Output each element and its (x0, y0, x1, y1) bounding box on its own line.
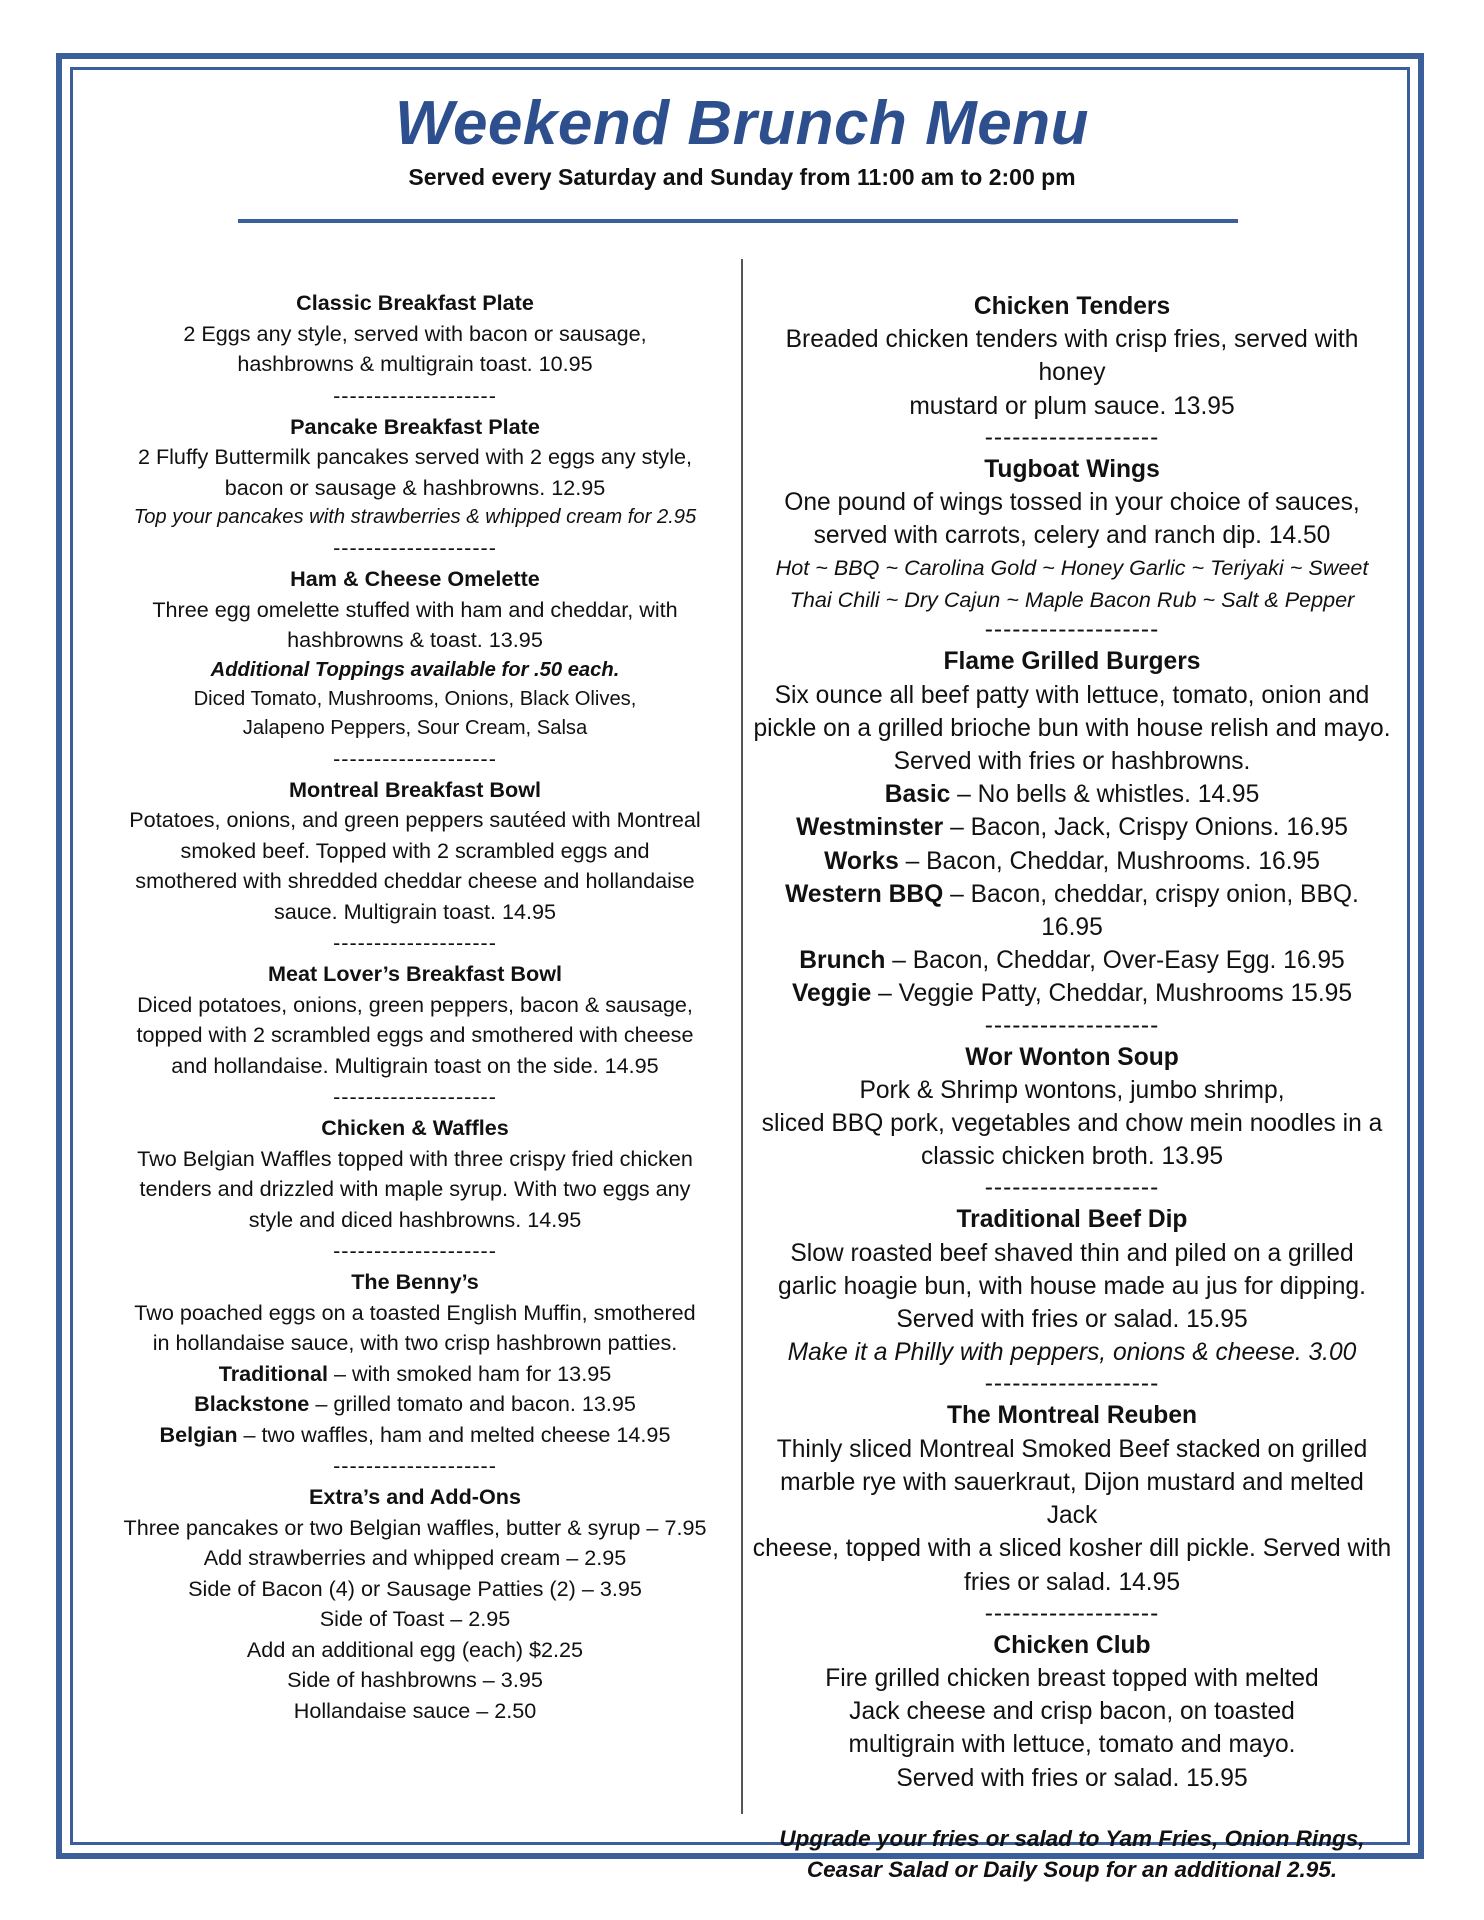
item-desc-line: classic chicken broth. 13.95 (920, 1143, 1224, 1171)
option-text: – No bells & whistles. 14.95 (950, 781, 1260, 809)
sauce-list-line: Hot ~ BBQ ~ Carolina Gold ~ Honey Garlic ~ Teriyaki ~ Sweet (775, 555, 1369, 581)
option-text: – grilled tomato and bacon. 13.95 (309, 1391, 636, 1416)
extra-line: Add strawberries and whipped cream – 2.95 (203, 1545, 627, 1570)
item-title: Montreal Breakfast Bowl (289, 776, 541, 802)
item-desc-line: 2 Fluffy Buttermilk pancakes served with 2 eggs any style, (137, 444, 693, 469)
item-desc-line: mustard or plum sauce. 13.95 (909, 392, 1235, 420)
menu-item-chicken-waffles (110, 1113, 720, 1235)
option-text: – two waffles, ham and melted cheese 14.95 (237, 1421, 671, 1447)
item-title: Chicken & Waffles (321, 1115, 509, 1140)
menu-item-meat-lovers-bowl (110, 959, 720, 1081)
menu-item-wor-wonton-soup (752, 1041, 1392, 1174)
option-label: Basic (884, 781, 951, 809)
menu-item-extras (110, 1482, 720, 1726)
section-separator: -------------------- (333, 745, 497, 771)
item-note: Additional Toppings available for .50 each. (210, 658, 620, 681)
item-desc-line: Served with fries or salad. 15.95 (896, 1764, 1248, 1792)
item-desc-line: pickle on a grilled brioche bun with house relish and mayo. (753, 714, 1391, 742)
right-column (752, 290, 1392, 1885)
section-separator: ------------------- (984, 1370, 1160, 1398)
item-desc-line: multigrain with lettuce, tomato and mayo. (848, 1731, 1296, 1759)
upgrade-note (752, 1823, 1392, 1885)
item-title: Traditional Beef Dip (956, 1206, 1188, 1234)
menu-item-ham-cheese-omelette (110, 564, 720, 743)
option-label: Westminster (796, 814, 944, 842)
item-desc-line: Pork & Shrimp wontons, jumbo shrimp, (859, 1076, 1285, 1104)
extra-line: Hollandaise sauce – 2.50 (293, 1697, 537, 1723)
item-desc-line: and hollandaise. Multigrain toast on the side. 14.95 (171, 1052, 659, 1078)
menu-item-traditional-beef-dip (752, 1203, 1392, 1369)
menu-item-montreal-breakfast-bowl (110, 775, 720, 928)
option-label: Veggie (791, 980, 872, 1008)
section-separator: ------------------- (984, 1174, 1160, 1202)
section-separator: ------------------- (984, 1599, 1160, 1627)
item-option (752, 878, 1392, 944)
item-desc-line: Diced potatoes, onions, green peppers, bacon & sausage, (137, 991, 693, 1017)
item-title: Flame Grilled Burgers (943, 648, 1201, 676)
item-note: Top your pancakes with strawberries & whipped cream for 2.95 (133, 506, 697, 528)
section-separator: ------------------- (984, 1011, 1160, 1039)
left-column (110, 288, 720, 1726)
menu-item-flame-grilled-burgers (752, 645, 1392, 1010)
menu-item-classic-breakfast (110, 288, 720, 380)
option-text: – Bacon, cheddar, crispy onion, BBQ. 16.95 (943, 880, 1359, 942)
extra-line: Three pancakes or two Belgian waffles, butter & syrup – 7.95 (123, 1514, 707, 1540)
section-separator: -------------------- (333, 1453, 497, 1478)
option-label: Western BBQ (785, 880, 944, 908)
section-separator: -------------------- (333, 382, 497, 408)
item-option (110, 1359, 720, 1390)
upgrade-note-line: Ceasar Salad or Daily Soup for an additional 2.95. (806, 1856, 1338, 1882)
item-desc-line: hashbrowns & multigrain toast. 10.95 (237, 351, 593, 376)
item-option (110, 1420, 720, 1451)
item-desc-line: style and diced hashbrowns. 14.95 (248, 1206, 582, 1232)
item-title: Extra’s and Add-Ons (309, 1484, 521, 1509)
item-option (752, 845, 1392, 878)
item-desc-line: sauce. Multigrain toast. 14.95 (273, 898, 557, 924)
item-desc-line: Served with fries or salad. 15.95 (896, 1306, 1248, 1334)
item-option (752, 944, 1392, 977)
item-title: The Montreal Reuben (946, 1402, 1198, 1430)
option-text: – Bacon, Jack, Crispy Onions. 16.95 (943, 814, 1348, 842)
section-separator: -------------------- (333, 535, 497, 560)
item-desc-line: smothered with shredded cheddar cheese and hollandaise (135, 868, 695, 893)
item-desc-line: Three egg omelette stuffed with ham and cheddar, with (152, 596, 678, 622)
item-desc-line: garlic hoagie bun, with house made au jus for dipping. (778, 1272, 1366, 1300)
item-toppings-line: Diced Tomato, Mushrooms, Onions, Black Olives, (193, 687, 637, 710)
option-label: Blackstone (194, 1391, 310, 1416)
option-label: Brunch (799, 947, 886, 975)
extra-line: Add an additional egg (each) $2.25 (246, 1636, 584, 1662)
item-title: Ham & Cheese Omelette (290, 566, 540, 591)
item-desc-line: in hollandaise sauce, with two crisp hashbrown patties. (152, 1330, 678, 1355)
item-title: Meat Lover’s Breakfast Bowl (267, 961, 562, 986)
section-separator: -------------------- (333, 1238, 497, 1263)
item-desc-line: Slow roasted beef shaved thin and piled on a grilled (790, 1239, 1354, 1267)
option-text: – Bacon, Cheddar, Over-Easy Egg. 16.95 (885, 947, 1345, 975)
section-separator: -------------------- (333, 1084, 497, 1109)
item-desc-line: Breaded chicken tenders with crisp fries, served with honey (785, 326, 1359, 387)
item-desc-line: Jack cheese and crisp bacon, on toasted (849, 1698, 1295, 1726)
upgrade-note-line: Upgrade your fries or salad to Yam Fries, Onion Rings, (779, 1825, 1365, 1851)
sauce-list-line: Thai Chili ~ Dry Cajun ~ Maple Bacon Rub ~ Salt & Pepper (789, 586, 1355, 612)
menu-item-bennys (110, 1267, 720, 1450)
section-separator: ------------------- (984, 616, 1160, 644)
extra-line: Side of Toast – 2.95 (319, 1606, 511, 1631)
extra-line: Side of hashbrowns – 3.95 (287, 1667, 543, 1692)
item-title: Tugboat Wings (984, 455, 1160, 483)
item-option (110, 1389, 720, 1420)
item-desc-line: sliced BBQ pork, vegetables and chow mein noodles in a (761, 1110, 1383, 1138)
title-divider (238, 219, 1238, 223)
item-toppings-line: Jalapeno Peppers, Sour Cream, Salsa (242, 716, 588, 739)
option-label: Works (824, 847, 899, 875)
item-title: Chicken Club (993, 1631, 1151, 1659)
item-option (752, 778, 1392, 811)
item-title: Wor Wonton Soup (965, 1043, 1179, 1071)
menu-item-chicken-club (752, 1629, 1392, 1795)
item-title: The Benny’s (351, 1269, 479, 1294)
item-desc-line: topped with 2 scrambled eggs and smothered with cheese (136, 1022, 694, 1047)
menu-item-chicken-tenders (752, 290, 1392, 423)
menu-item-pancake-breakfast (110, 412, 720, 533)
item-desc-line: smoked beef. Topped with 2 scrambled eggs and (180, 837, 650, 863)
item-desc-line: served with carrots, celery and ranch dip. 14.50 (813, 522, 1331, 550)
section-separator: -------------------- (333, 930, 497, 955)
item-desc-line: Potatoes, onions, and green peppers sautéed with Montreal (129, 807, 701, 832)
item-option (752, 977, 1392, 1010)
option-text: – Veggie Patty, Cheddar, Mushrooms 15.95 (871, 980, 1353, 1008)
item-desc-line: Two poached eggs on a toasted English Muffin, smothered (134, 1299, 696, 1325)
item-desc-line: 2 Eggs any style, served with bacon or sausage, (183, 320, 647, 346)
item-desc-line: Two Belgian Waffles topped with three crispy fried chicken (137, 1145, 693, 1171)
option-text: – with smoked ham for 13.95 (327, 1360, 612, 1386)
item-desc-line: Thinly sliced Montreal Smoked Beef stacked on grilled (776, 1435, 1368, 1463)
menu-subtitle: Served every Saturday and Sunday from 11:00 am to 2:00 pm (408, 164, 1076, 190)
menu-title: Weekend Brunch Menu (395, 89, 1089, 158)
item-desc-line: tenders and drizzled with maple syrup. With two eggs any (139, 1176, 691, 1201)
item-desc-line: bacon or sausage & hashbrowns. 12.95 (224, 474, 606, 500)
item-title: Classic Breakfast Plate (296, 290, 534, 315)
item-desc-line: Fire grilled chicken breast topped with melted (825, 1664, 1319, 1692)
option-label: Traditional (218, 1360, 328, 1386)
item-desc-line: Served with fries or hashbrowns. (893, 748, 1251, 776)
item-desc-line: Six ounce all beef patty with lettuce, tomato, onion and (774, 681, 1370, 709)
item-desc-line: cheese, topped with a sliced kosher dill pickle. Served with (752, 1535, 1392, 1563)
menu-item-montreal-reuben (752, 1399, 1392, 1598)
extra-line: Side of Bacon (4) or Sausage Patties (2) – 3.95 (188, 1575, 642, 1601)
item-desc-line: marble rye with sauerkraut, Dijon mustard and melted Jack (780, 1468, 1364, 1530)
item-note: Make it a Philly with peppers, onions & cheese. 3.00 (787, 1339, 1357, 1367)
menu-item-tugboat-wings (752, 453, 1392, 616)
item-desc-line: One pound of wings tossed in your choice of sauces, (784, 489, 1360, 517)
item-title: Pancake Breakfast Plate (290, 413, 540, 439)
section-separator: ------------------- (984, 423, 1160, 451)
item-desc-line: hashbrowns & toast. 13.95 (287, 627, 543, 652)
item-title: Chicken Tenders (973, 293, 1171, 320)
item-option (752, 811, 1392, 844)
option-text: – Bacon, Cheddar, Mushrooms. 16.95 (898, 847, 1320, 875)
item-desc-line: fries or salad. 14.95 (964, 1568, 1180, 1596)
column-divider (741, 259, 743, 1814)
option-label: Belgian (159, 1421, 238, 1447)
